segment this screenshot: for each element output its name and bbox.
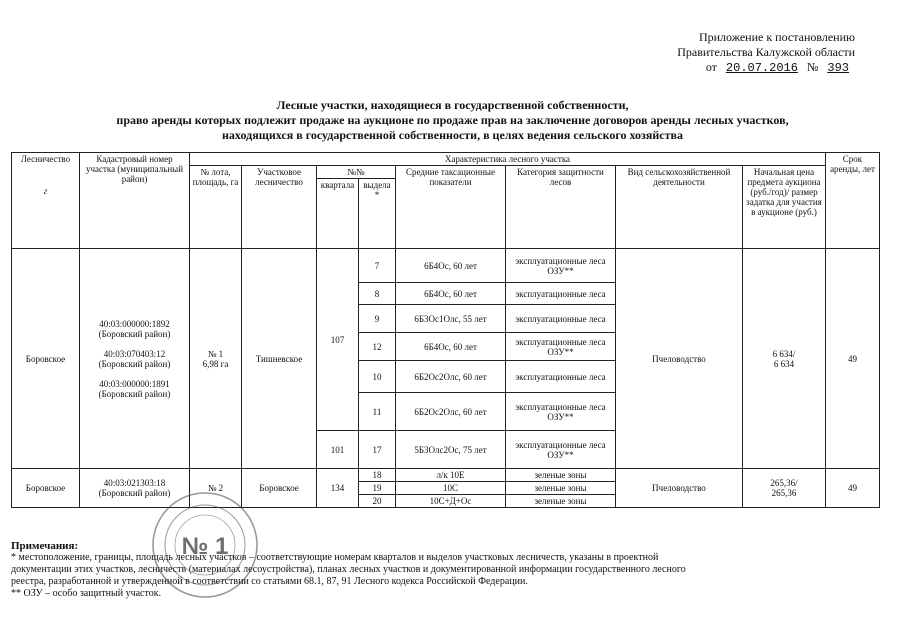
table-row: Боровское 40:03:000000:1892 (Боровский район) 40:03:070403:12 (Боровский район) 40:03:000000:1891 (Боровский район) № 1 6,98 га Тишневское 107 7 6Б4Ос, 60 лет эксплуатационные леса ОЗУ** Пчеловодство 6 634/ 6 634 49	[12, 249, 880, 283]
note-1: * местоположение, границы, площадь лесных участков – соответствующие номерам кварталов и выделов участковых лесничеств, указаны в проектной	[11, 552, 659, 563]
col-nums: №№	[317, 166, 396, 179]
decree-date: 20.07.2016	[725, 61, 798, 75]
col-term: Срок аренды, лет	[826, 153, 880, 249]
activity-cell: Пчеловодство	[616, 249, 743, 469]
district-cell-2: Боровское	[242, 469, 317, 508]
table-row: 20 10С+Д+Ос зеленые зоны	[12, 495, 880, 508]
kvartal-cell-2: 101	[317, 431, 359, 469]
col-kvartal: квартала	[317, 179, 359, 249]
cadastral-cell: 40:03:000000:1892 (Боровский район) 40:03:070403:12 (Боровский район) 40:03:000000:1891 (Боровский район)	[80, 249, 190, 469]
note-3: реестра, разработанной и утвержденной в соответствии со статьями 68.1, 87, 91 Лесного кодекса Российской Федерации.	[11, 576, 528, 587]
col-district: Участковое лесничество	[242, 166, 317, 249]
col-forestry: Лесничество г	[12, 153, 80, 249]
term-cell: 49	[826, 249, 880, 469]
table-row: 8 6Б4Ос, 60 лет эксплуатационные леса	[12, 283, 880, 305]
from-label: от	[705, 60, 717, 74]
header-line-1: Приложение к постановлению	[698, 30, 855, 44]
col-cadastral: Кадастровый номер участка (муниципальный район)	[80, 153, 190, 249]
term-cell-2: 49	[826, 469, 880, 508]
col-price: Начальная цена предмета аукциона (руб./год)/ размер задатка для участия в аукционе (руб.)	[743, 166, 826, 249]
decree-number: 393	[827, 61, 849, 75]
table-row: 10 6Б2Ос2Олс, 60 лет эксплуатационные леса	[12, 361, 880, 393]
note-4: ** ОЗУ – особо защитный участок.	[11, 588, 162, 599]
header-line-2: Правительства Калужской области	[677, 45, 855, 59]
col-vydel: выдела *	[359, 179, 396, 249]
table-row: 9 6Б3Ос1Олс, 55 лет эксплуатационные леса	[12, 305, 880, 333]
table-row: Боровское 40:03:021303:18 (Боровский район) № 2 Боровское 134 18 л/к 10Е зеленые зоны Пчеловодство 265,36/ 265,36 49	[12, 469, 880, 482]
lot-cell-2: № 2	[190, 469, 242, 508]
price-cell: 6 634/ 6 634	[743, 249, 826, 469]
title-line-1: Лесные участки, находящиеся в государственной собственности,	[276, 98, 629, 112]
notes	[11, 540, 871, 600]
lot-cell: № 1 6,98 га	[190, 249, 242, 469]
col-lot: № лота, площадь, га	[190, 166, 242, 249]
kvartal-cell: 107	[317, 249, 359, 431]
table-row: 19 10С зеленые зоны	[12, 482, 880, 495]
col-category: Категория защитности лесов	[506, 166, 616, 249]
forestry-cell-2: Боровское	[12, 469, 80, 508]
stamp-number: № 1	[181, 533, 229, 560]
kvartal-cell-3: 134	[317, 469, 359, 508]
note-2: документации этих участков, лесничеств (материалах лесоустройства), планах лесных участков и документированной информации государственного лесного	[11, 564, 686, 575]
table-row: 12 6Б4Ос, 60 лет эксплуатационные леса ОЗУ**	[12, 333, 880, 361]
table-row: 11 6Б2Ос2Олс, 60 лет эксплуатационные леса ОЗУ**	[12, 393, 880, 431]
table-row: 101 17 5Б3Олс2Ос, 75 лет эксплуатационные леса ОЗУ**	[12, 431, 880, 469]
title-line-3: находящихся в государственной собственности, в целях ведения сельского хозяйства	[222, 128, 683, 142]
document-header	[615, 30, 855, 76]
number-label: №	[806, 60, 819, 74]
col-taxation: Средние таксационные показатели	[396, 166, 506, 249]
title-line-2: право аренды которых подлежит продаже на аукционе по продаже прав на заключение договоров аренды лесных участков,	[116, 113, 789, 127]
cadastral-cell-2: 40:03:021303:18 (Боровский район)	[80, 469, 190, 508]
col-characteristics: Характеристика лесного участка	[190, 153, 826, 166]
forestry-cell: Боровское	[12, 249, 80, 469]
document-title	[0, 98, 905, 143]
district-cell: Тишневское	[242, 249, 317, 469]
col-activity: Вид сельскохозяйственной деятельности	[616, 166, 743, 249]
official-seal-stamp	[150, 490, 260, 600]
forest-plots-table	[11, 152, 880, 508]
price-cell-2: 265,36/ 265,36	[743, 469, 826, 508]
notes-heading: Примечания:	[11, 540, 79, 552]
header-date-line	[615, 60, 855, 76]
activity-cell-2: Пчеловодство	[616, 469, 743, 508]
